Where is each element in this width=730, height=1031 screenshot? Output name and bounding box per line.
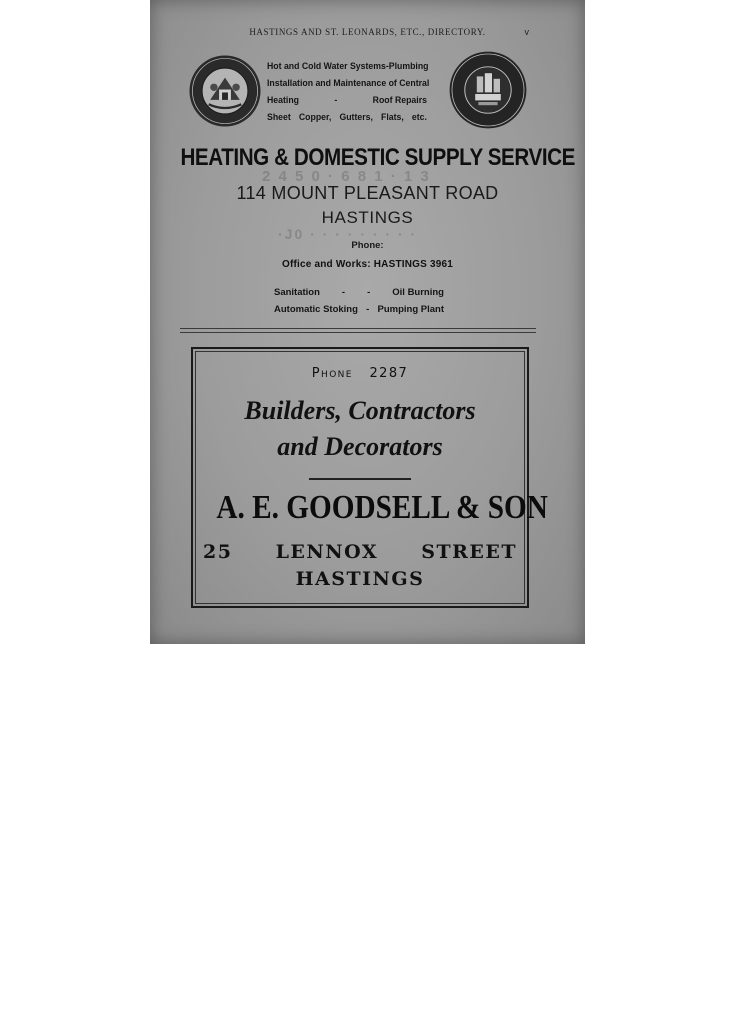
service-text: -: [385, 60, 389, 71]
heating-address: 114 MOUNT PLEASANT ROAD: [236, 183, 499, 203]
builder-street: [193, 539, 527, 566]
directory-page: [150, 0, 585, 644]
show-through-text: ·J0 · · · · · · · · ·: [278, 226, 418, 242]
service-text: Sheet: [267, 111, 291, 122]
heating-services-extra: [274, 284, 444, 318]
heating-heading: HEATING & DOMESTIC SUPPLY SERVICE: [180, 144, 575, 171]
heating-phone-label: Phone:: [351, 240, 384, 251]
builder-town: HASTINGS: [295, 568, 425, 590]
service-text: Heating: [267, 94, 299, 105]
builder-title-line: Builders, Contractors: [244, 396, 476, 425]
extra-text: Sanitation: [274, 287, 320, 298]
services-row: [267, 57, 427, 74]
master-builders-seal-icon: [448, 50, 528, 130]
builder-advert: [191, 347, 548, 608]
service-text: Plumbing: [388, 60, 429, 71]
builder-divider: [309, 478, 411, 480]
service-text: Roof Repairs: [372, 94, 427, 105]
service-text: Gutters,: [339, 111, 373, 122]
street-word: 25: [203, 541, 233, 563]
street-word: STREET: [421, 541, 517, 563]
running-head: HASTINGS AND ST. LEONARDS, ETC., DIRECTORY.: [249, 27, 486, 37]
services-row: [267, 108, 427, 125]
extra-text: Pumping Plant: [377, 304, 444, 315]
section-rule: [180, 328, 536, 329]
extra-row: [274, 301, 444, 318]
show-through-text: 2 4 5 0 · 6 8 1 · 1 3: [262, 168, 431, 185]
services-row: [267, 91, 427, 108]
service-text: Installation and Maintenance of Central: [267, 77, 430, 88]
builder-phone: [193, 366, 527, 381]
heating-office-phone: Office and Works: HASTINGS 3961: [281, 259, 454, 270]
services-list: [267, 57, 430, 125]
builder-title: [193, 393, 527, 465]
street-word: LENNOX: [275, 541, 379, 563]
national-federation-seal-icon: [188, 54, 262, 128]
page-mark: v: [524, 27, 529, 37]
extra-text: Automatic Stoking: [274, 304, 358, 315]
service-text: Copper,: [298, 111, 332, 122]
builder-firm-name: A. E. GOODSELL & SON: [216, 489, 548, 526]
builder-phone-number: 2287: [369, 366, 409, 381]
extra-text: -: [367, 287, 371, 298]
section-rule: [180, 332, 536, 333]
services-row: [267, 74, 430, 91]
service-text: -: [334, 94, 338, 105]
builder-title-line: and Decorators: [277, 432, 443, 461]
extra-text: -: [341, 287, 346, 298]
service-text: etc.: [411, 111, 427, 122]
service-text: Hot and Cold Water Systems: [267, 60, 386, 71]
extra-text: Oil Burning: [392, 287, 444, 298]
heating-town: HASTINGS: [321, 208, 414, 227]
builder-phone-word: Phone: [311, 366, 353, 381]
builder-address: [193, 539, 527, 593]
extra-text: -: [366, 304, 370, 315]
service-text: Flats,: [381, 111, 404, 122]
extra-row: [274, 284, 444, 301]
